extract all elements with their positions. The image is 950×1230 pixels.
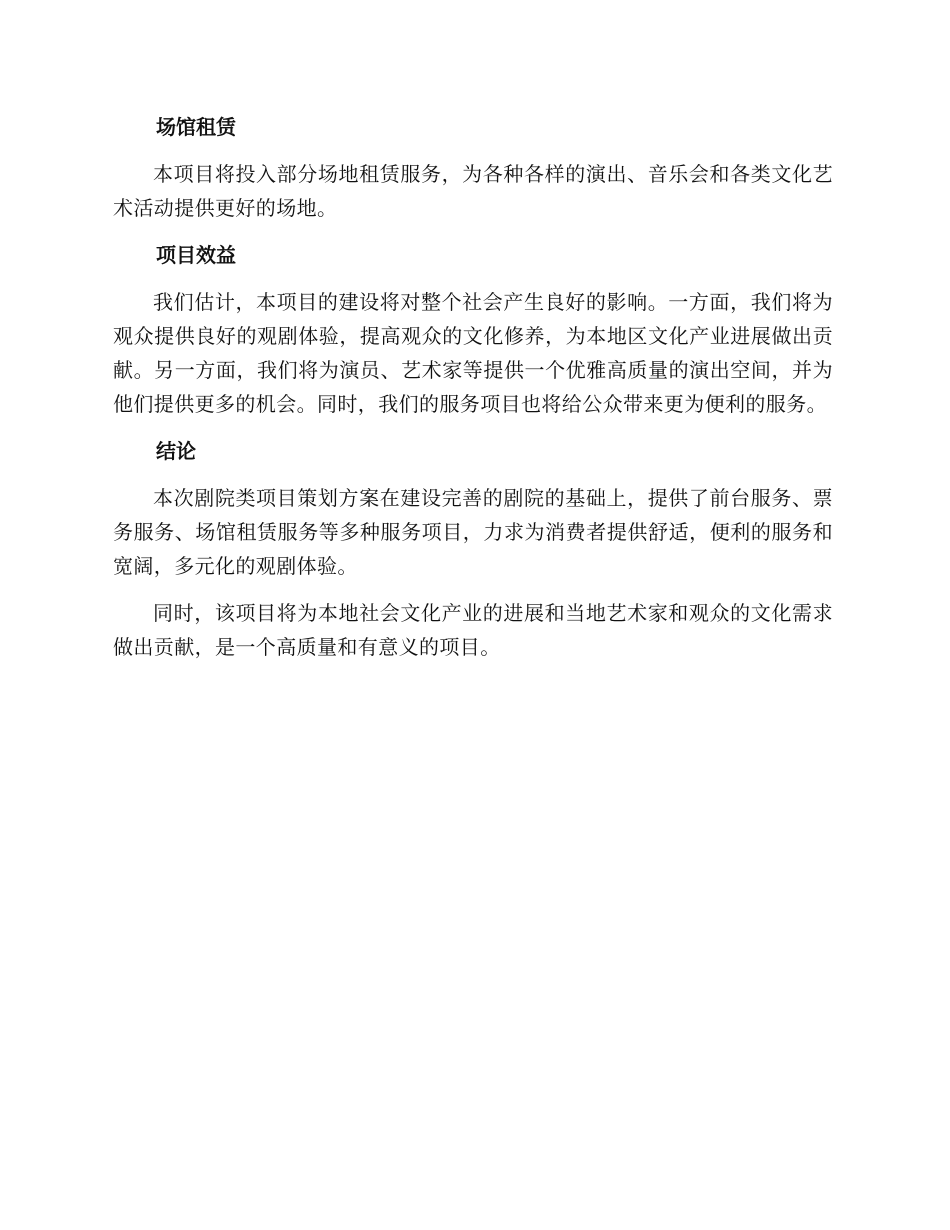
section-heading: 结论 [156,439,196,463]
paragraph: 同时，该项目将为本地社会文化产业的进展和当地艺术家和观众的文化需求做出贡献，是一个高质量和有意义的项目。 [113,601,833,659]
section-venue-rental [113,110,833,225]
section-project-benefits [113,238,833,421]
section-heading: 项目效益 [156,243,236,267]
section-conclusion [113,434,833,664]
section-heading: 场馆租赁 [156,115,236,139]
paragraph: 我们估计，本项目的建设将对整个社会产生良好的影响。一方面，我们将为观众提供良好的观剧体验，提高观众的文化修养，为本地区文化产业进展做出贡献。另一方面，我们将为演员、艺术家等提供一个优雅高质量的演出空间，并为他们提供更多的机会。同时，我们的服务项目也将给公众带来更为便利的服务。 [113,290,833,416]
document-body [113,110,833,677]
paragraph: 本项目将投入部分场地租赁服务，为各种各样的演出、音乐会和各类文化艺术活动提供更好的场地。 [113,162,833,220]
paragraph: 本次剧院类项目策划方案在建设完善的剧院的基础上，提供了前台服务、票务服务、场馆租赁服务等多种服务项目，力求为消费者提供舒适，便利的服务和宽阔，多元化的观剧体验。 [113,486,833,578]
